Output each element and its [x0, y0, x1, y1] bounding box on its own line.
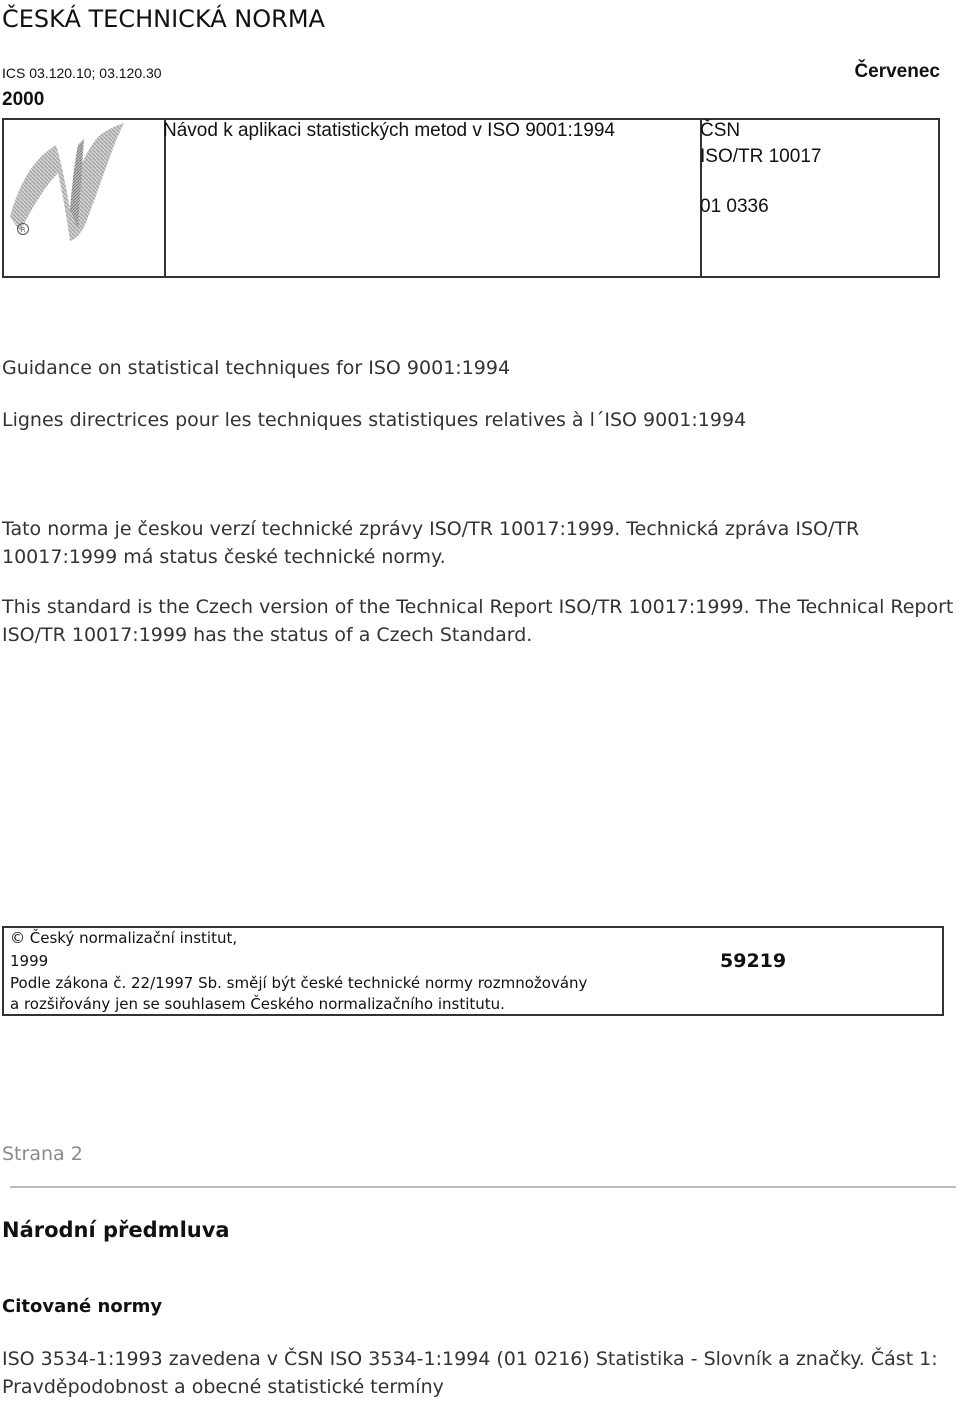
price-code: 59219 — [720, 950, 787, 972]
page-divider — [10, 1186, 956, 1188]
sub-heading: Citované normy — [2, 1296, 163, 1317]
english-title: Guidance on statistical techniques for ISO 9001:1994 — [2, 357, 511, 379]
issue-year: 2000 — [2, 89, 45, 110]
title-box-divider — [164, 120, 166, 276]
title-box — [2, 118, 940, 278]
csn-label: ČSN — [700, 120, 741, 141]
page-number: Strana 2 — [2, 1143, 83, 1165]
czech-standard-title: Návod k aplikaci statistických metod v ISO 9001:1994 — [163, 120, 616, 141]
classification-number: 01 0336 — [700, 196, 769, 217]
copyright-institute: © Český normalizační institut, — [10, 929, 238, 947]
cited-standard-item: ISO 3534-1:1993 zavedena v ČSN ISO 3534-1:1994 (01 0216) Statistika - Slovník a značky. Část 1: Pravděpodobnost a obecné statistické termíny — [2, 1348, 938, 1398]
svg-text:R: R — [20, 226, 26, 234]
iso-designation: ISO/TR 10017 — [700, 146, 822, 167]
czech-statement: Tato norma je českou verzí technické zprávy ISO/TR 10017:1999. Technická zpráva ISO/TR 10017:1999 má status české technické normy. — [2, 518, 860, 568]
copyright-notice-line: a rozšiřovány jen se souhlasem Českého normalizačního institutu. — [10, 995, 505, 1013]
english-statement: This standard is the Czech version of the Technical Report ISO/TR 10017:1999. The Technical Report ISO/TR 10017:1999 has the status of a Czech Standard. — [2, 596, 954, 646]
copyright-year: 1999 — [10, 952, 49, 970]
french-title: Lignes directrices pour les techniques statistiques relatives à l´ISO 9001:1994 — [2, 409, 747, 431]
ics-codes: ICS 03.120.10; 03.120.30 — [2, 65, 162, 81]
section-heading: Národní předmluva — [2, 1218, 230, 1242]
cni-logo-icon — [4, 117, 134, 243]
copyright-notice-line: Podle zákona č. 22/1997 Sb. smějí být české technické normy rozmnožovány — [10, 974, 588, 992]
document-type-title: ČESKÁ TECHNICKÁ NORMA — [2, 5, 325, 33]
issue-month: Červenec — [854, 61, 940, 82]
